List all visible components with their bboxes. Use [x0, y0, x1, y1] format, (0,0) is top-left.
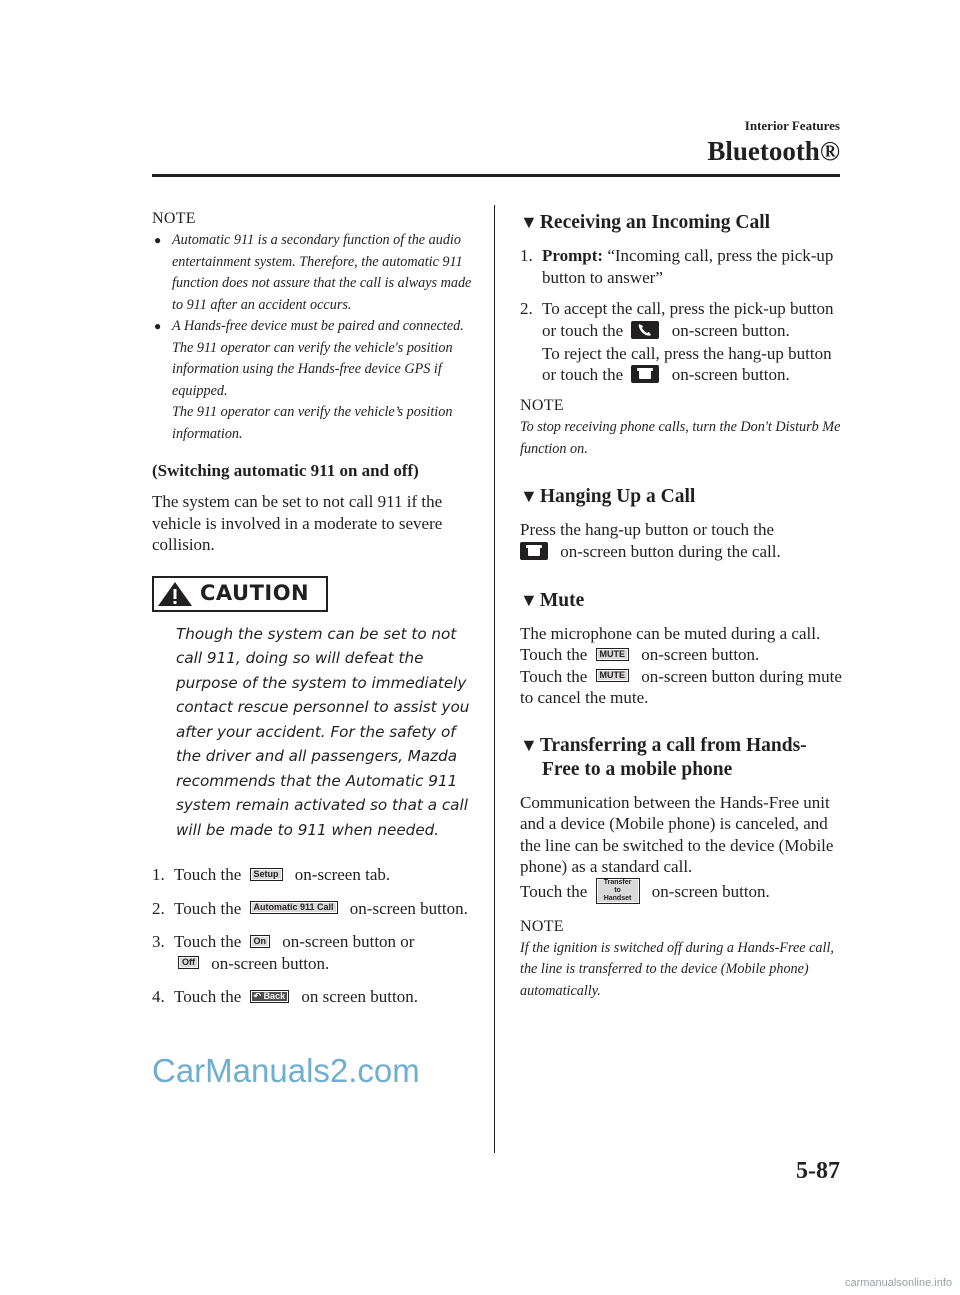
- transfer-text: Communication between the Hands-Free unit and a device (Mobile phone) is canceled, and the line can be switched to the device (Mobile phone) as a standard call.: [520, 792, 834, 877]
- page-number: 5-87: [796, 1158, 840, 1184]
- triangle-marker-icon: ▼: [520, 212, 538, 232]
- receiving-steps: [520, 245, 842, 387]
- warning-icon: [157, 581, 193, 607]
- steps-list: [152, 864, 474, 1008]
- step-item: 1. Prompt: “Incoming call, press the pick-up button to answer”: [520, 246, 834, 287]
- section-label: Interior Features: [744, 118, 840, 133]
- automatic-911-call-button: Automatic 911 Call: [250, 901, 338, 914]
- back-arrow-icon: ↶: [253, 990, 264, 1001]
- triangle-marker-icon: ▼: [520, 734, 538, 755]
- step-item: 2. To accept the call, press the pick-up button or touch the on-screen button. To reject the call, press the hang-up button or touch the on-screen button.: [520, 299, 834, 385]
- on-button: On: [250, 935, 271, 948]
- transfer-line: Touch the Transfer to Handset on-screen button.: [520, 878, 770, 902]
- off-button: Off: [178, 956, 199, 969]
- transfer-heading: ▼ Transferring a call from Hands-Free to a mobile phone: [520, 734, 807, 780]
- note-item: ● A Hands-free device must be paired and connected. The 911 operator can verify the vehicle's position information using the Hands-free device GPS if equipped. The 911 operator can verify the vehicle’s position information.: [154, 318, 464, 442]
- hanging-text: Press the hang-up button or touch the on-screen button during the call.: [520, 520, 781, 561]
- receiving-heading: ▼ Receiving an Incoming Call: [520, 212, 771, 233]
- note-heading: NOTE: [520, 917, 564, 935]
- bullet-icon: ●: [154, 233, 162, 247]
- watermark: CarManuals2.com: [152, 1052, 420, 1089]
- hangup-phone-icon: [631, 365, 659, 383]
- left-column: [152, 210, 474, 1020]
- mute-intro: The microphone can be muted during a call.: [520, 623, 821, 643]
- header-rule: [152, 174, 840, 177]
- note-list: [152, 230, 474, 445]
- note-heading: NOTE: [152, 210, 196, 227]
- caution-label: CAUTION: [200, 580, 310, 605]
- footer-url: carmanualsonline.info: [844, 1277, 952, 1289]
- step-item: 1. Touch the Setup on-screen tab.: [152, 865, 391, 884]
- caution-text: Though the system can be set to not call 911, doing so will defeat the purpose of the system to immediately contact rescue personnel to assist you after your accident. For the safety of the driver and all passengers, Mazda recommends that the Automatic 911 system remain activated so that a call will be made to 911 when needed.: [176, 624, 470, 839]
- mute-button: MUTE: [596, 648, 630, 661]
- note-text: To stop receiving phone calls, turn the Don't Disturb Me function on.: [520, 419, 841, 457]
- intro-text: The system can be set to not call 911 if the vehicle is involved in a moderate to severe collision.: [152, 492, 443, 554]
- mute-button: MUTE: [596, 669, 630, 682]
- mute-line: Touch the MUTE on-screen button.: [520, 645, 760, 665]
- step-item: 3. Touch the On on-screen button or Off on-screen button.: [152, 932, 415, 973]
- pickup-phone-icon: [631, 321, 659, 339]
- caution-banner: [152, 576, 328, 612]
- section-title: Bluetooth®: [707, 136, 840, 166]
- subheading: (Switching automatic 911 on and off): [152, 461, 419, 480]
- step-item: 4. Touch the ↶ Back on screen button.: [152, 987, 418, 1006]
- note-heading: NOTE: [520, 397, 564, 415]
- transfer-to-handset-button: Transfer to Handset: [596, 878, 640, 904]
- column-divider: [494, 205, 495, 1153]
- setup-tab-button: Setup: [250, 868, 283, 881]
- note-item: ● Automatic 911 is a secondary function of the audio entertainment system. Therefore, the automatic 911 function does not assure that the call is always made to 911 after an accident occurs.: [154, 232, 472, 313]
- right-column: [520, 210, 842, 1002]
- hangup-phone-icon: [520, 542, 548, 560]
- mute-line: Touch the MUTE on-screen button during mute to cancel the mute.: [520, 666, 842, 708]
- note-extra: The 911 operator can verify the vehicle’s position information.: [172, 404, 453, 442]
- note-text: If the ignition is switched off during a Hands-Free call, the line is transferred to the device (Mobile phone) automatically.: [520, 939, 834, 999]
- bullet-icon: ●: [154, 319, 162, 333]
- mute-heading: ▼ Mute: [520, 589, 585, 611]
- step-item: 2. Touch the Automatic 911 Call on-screen button.: [152, 898, 468, 918]
- triangle-marker-icon: ▼: [520, 589, 538, 610]
- triangle-marker-icon: ▼: [520, 486, 538, 507]
- hanging-heading: ▼ Hanging Up a Call: [520, 486, 696, 508]
- back-button: ↶ Back: [250, 990, 290, 1003]
